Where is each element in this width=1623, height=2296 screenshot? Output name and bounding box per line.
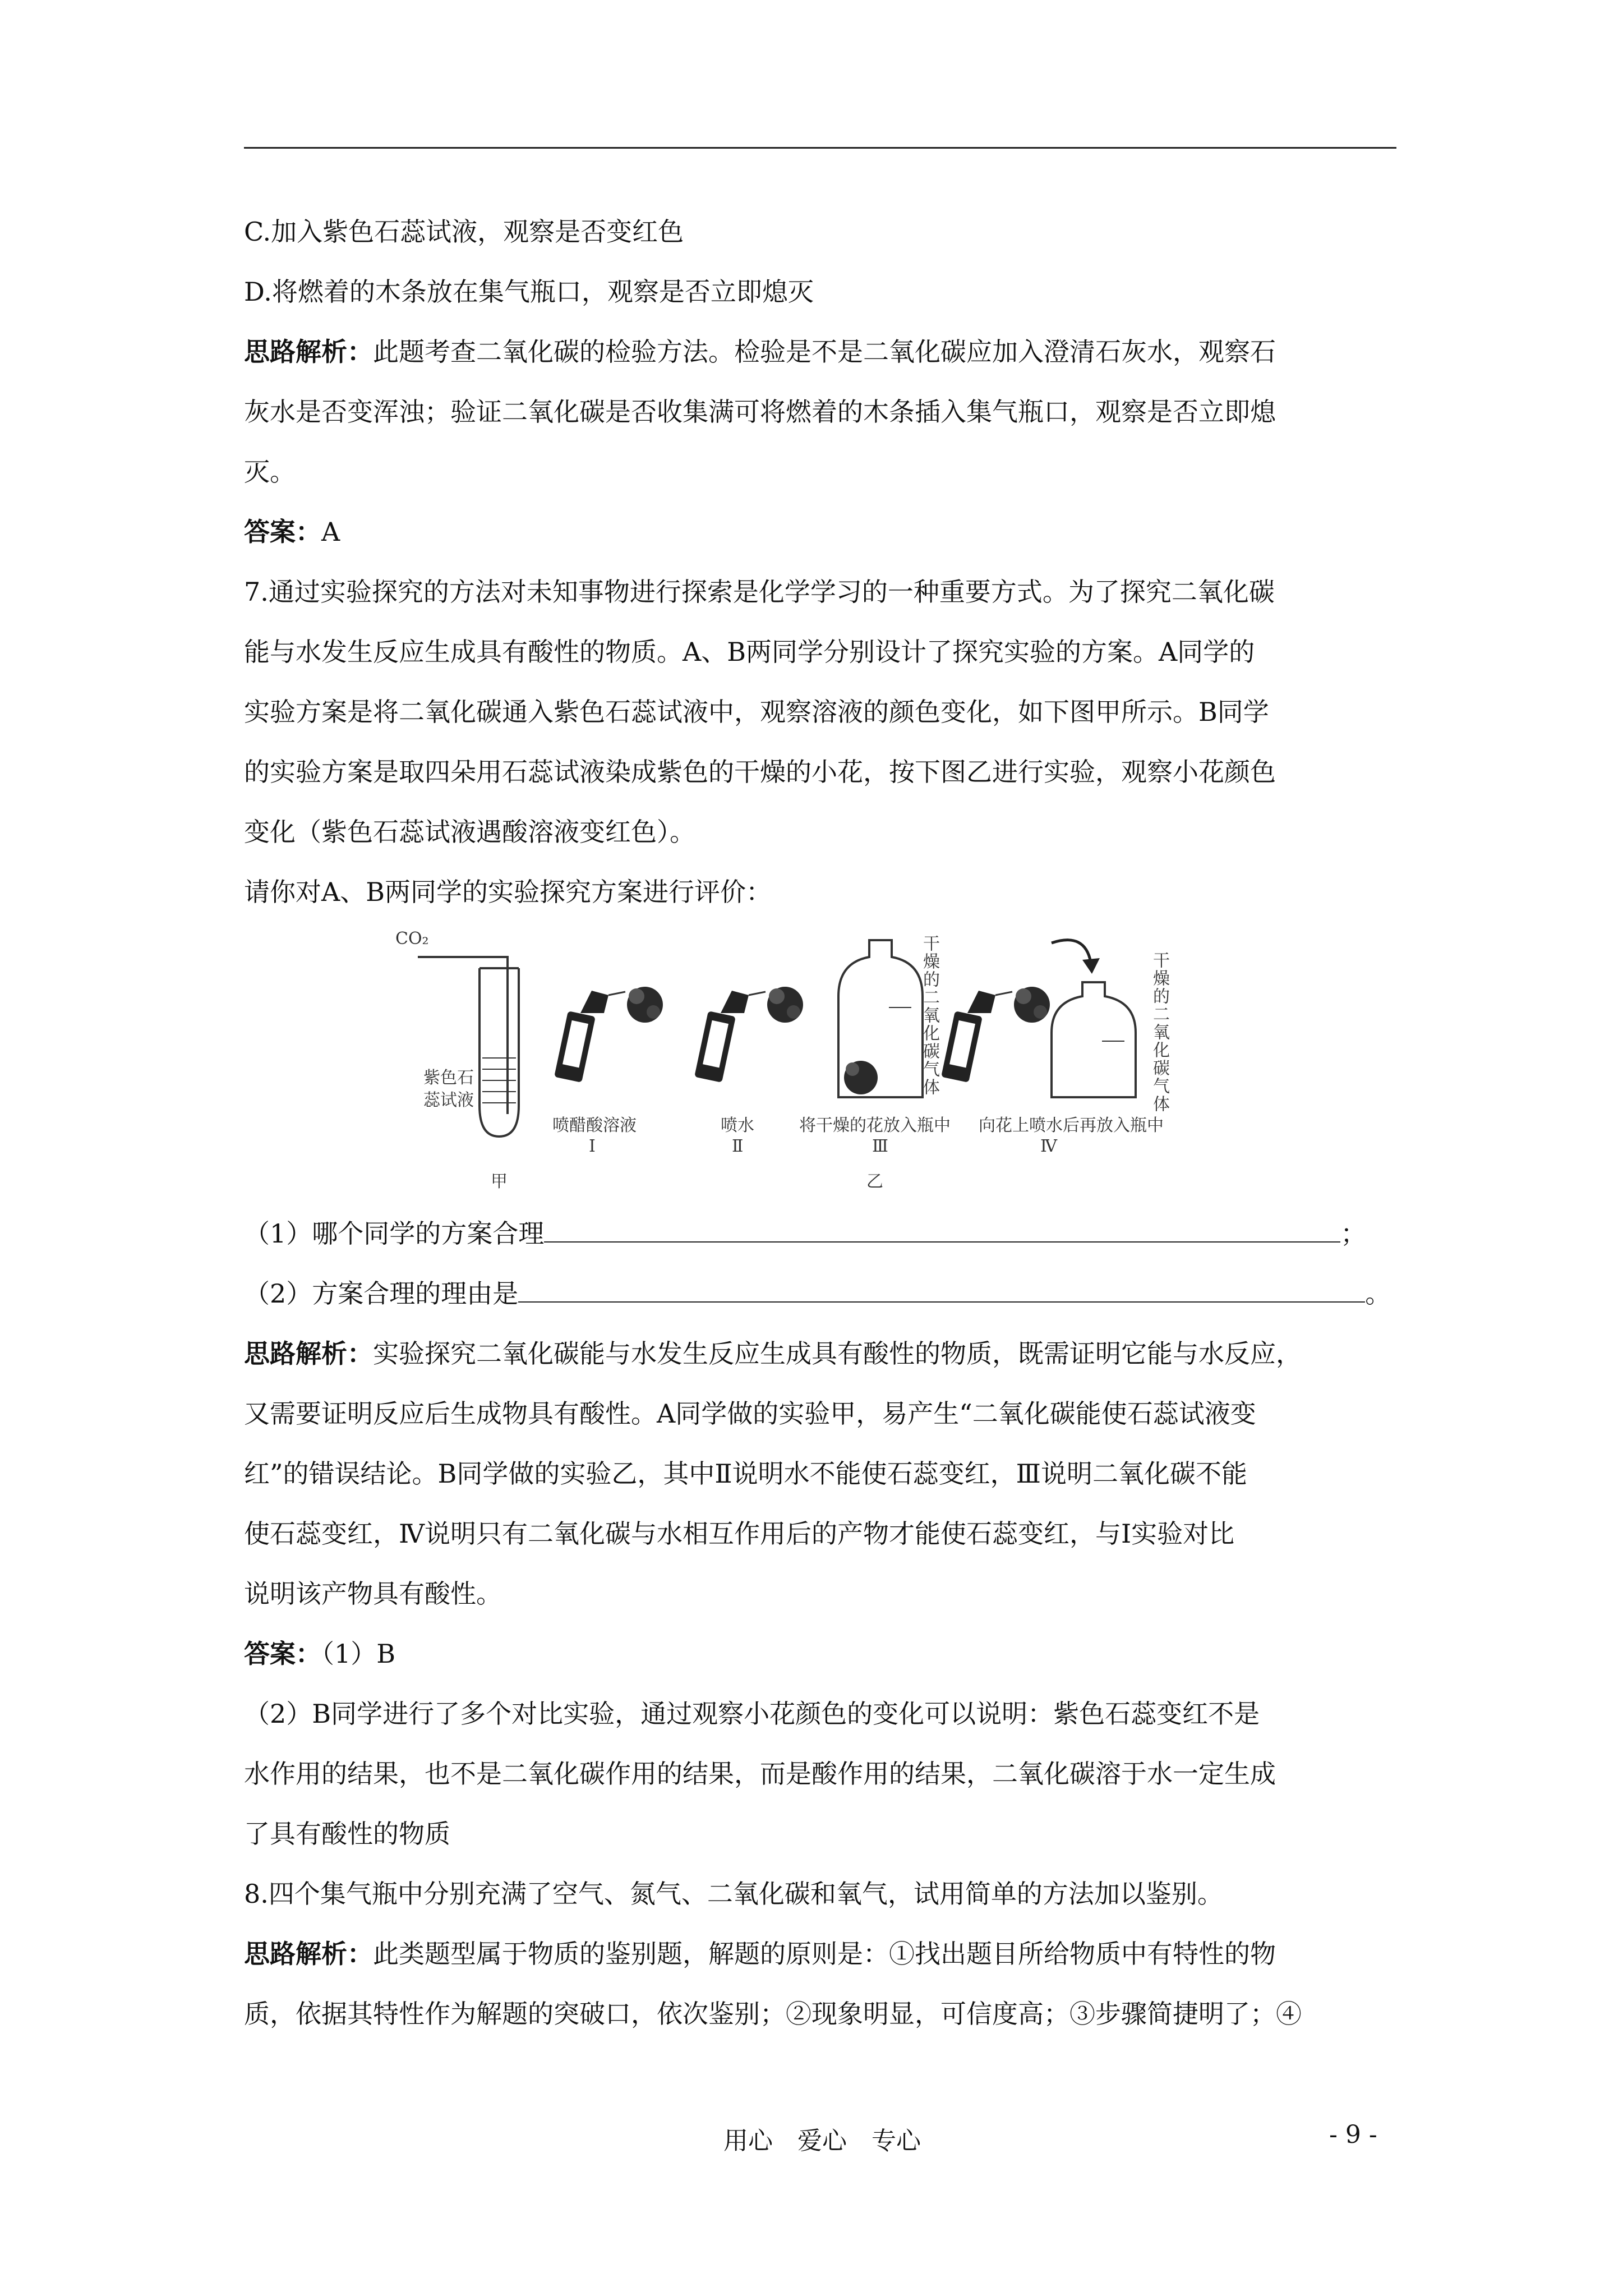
q7-stem-line-6: 请你对A、B两同学的实验探究方案进行评价：	[244, 877, 772, 907]
q7-analysis-line-3: 红”的错误结论。B同学做的实验乙，其中Ⅱ说明水不能使石蕊变红，Ⅲ说明二氧化碳不能	[244, 1458, 1247, 1489]
q7-stem-line-3: 实验方案是将二氧化碳通入紫色石蕊试液中，观察溶液的颜色变化，如下图甲所示。B同学	[244, 697, 1269, 727]
q7-answer-label: 答案：	[244, 1639, 321, 1669]
q7-sub-question-2	[244, 1264, 1394, 1324]
q8-stem: 8.四个集气瓶中分别充满了空气、氮气、二氧化碳和氧气，试用简单的方法加以鉴别。	[244, 1879, 1223, 1909]
header-rule	[244, 147, 1396, 149]
bottle-3-label: 干燥的二氧化碳气体	[920, 935, 939, 1096]
bottle-4-icon	[1052, 982, 1136, 1097]
q8-analysis-line-2: 质，依据其特性作为解题的突破口，依次鉴别；②现象明显，可信度高；③步骤简捷明了；④	[244, 1999, 1302, 2029]
q7-sub1-text: （1）哪个同学的方案合理	[244, 1218, 545, 1249]
q8-analysis-text-1: 此类题型属于物质的鉴别题，解题的原则是：①找出题目所给物质中有特性的物	[373, 1939, 1276, 1969]
q7-analysis-line-2: 又需要证明反应后生成物具有酸性。A同学做的实验甲，易产生“二氧化碳能使石蕊试液变	[244, 1398, 1256, 1429]
q7-stem-line-1: 7.通过实验探究的方法对未知事物进行探索是化学学习的一种重要方式。为了探究二氧化碳	[244, 577, 1275, 607]
co2-label: CO₂	[395, 929, 429, 949]
q8-analysis-label: 思路解析：	[244, 1939, 373, 1969]
q7-stem-line-2: 能与水发生反应生成具有酸性的物质。A、B两同学分别设计了探究实验的方案。A同学的	[244, 637, 1255, 667]
q6-analysis-text-1: 此题考查二氧化碳的检验方法。检验是不是二氧化碳应加入澄清石灰水，观察石	[373, 337, 1276, 367]
flower-1-icon	[627, 987, 663, 1023]
q7-sub1-end: ；	[1340, 1218, 1367, 1249]
q6-analysis-line-3: 灭。	[244, 457, 296, 487]
q6-answer	[244, 502, 1394, 562]
page-footer	[0, 2120, 1623, 2154]
q7-analysis-text-1: 实验探究二氧化碳能与水发生反应生成具有酸性的物质，既需证明它能与水反应，	[373, 1338, 1302, 1369]
sprayer-4-icon	[941, 991, 1012, 1083]
q7-answer-line-1	[244, 1624, 1394, 1684]
bottle-4-label: 干燥的二氧化碳气体	[1150, 951, 1169, 1113]
roman-4: Ⅳ	[1040, 1137, 1057, 1156]
experiment-figure	[395, 929, 1192, 1193]
sprayer-2-icon	[694, 991, 766, 1083]
roman-1: Ⅰ	[589, 1137, 596, 1156]
q8-analysis-line-1	[244, 1924, 1394, 1984]
q6-analysis-line-2: 灰水是否变浑浊；验证二氧化碳是否收集满可将燃着的木条插入集气瓶口，观察是否立即熄	[244, 397, 1276, 427]
q7-sub-question-1	[244, 1204, 1394, 1264]
step-4-label: 向花上喷水后再放入瓶中	[979, 1116, 1164, 1135]
option-d: D.将燃着的木条放在集气瓶口，观察是否立即熄灭	[244, 277, 814, 307]
q7-answer-2-line-2: 水作用的结果，也不是二氧化碳作用的结果，而是酸作用的结果，二氧化碳溶于水一定生成	[244, 1759, 1276, 1789]
q6-analysis-line-1	[244, 322, 1394, 382]
q7-sub2-text: （2）方案合理的理由是	[244, 1278, 519, 1309]
figure-jia-label: 甲	[491, 1172, 508, 1191]
tube-label-line-2: 蕊试液	[423, 1091, 474, 1110]
down-arrow-icon	[1052, 940, 1100, 974]
flower-2-icon	[767, 987, 803, 1023]
option-c: C.加入紫色石蕊试液，观察是否变红色	[244, 217, 684, 247]
page-content	[244, 202, 1394, 2044]
footer-motto: 用心 爱心 专心	[723, 2127, 921, 2155]
figure-yi-label: 乙	[866, 1172, 883, 1191]
step-3-label: 将干燥的花放入瓶中	[799, 1116, 951, 1135]
q7-analysis-label: 思路解析：	[244, 1338, 373, 1369]
q7-answer-2-line-3: 了具有酸性的物质	[244, 1819, 450, 1849]
experiment-drawing	[395, 929, 1192, 1193]
q7-sub1-answer-blank[interactable]	[544, 1219, 1340, 1243]
q7-stem-line-5: 变化（紫色石蕊试液遇酸溶液变红色）。	[244, 817, 695, 847]
q7-sub2-answer-blank[interactable]	[518, 1279, 1365, 1303]
q7-answer-2-line-1: （2）B同学进行了多个对比实验，通过观察小花颜色的变化可以说明：紫色石蕊变红不是	[244, 1699, 1260, 1729]
tube-label-line-1: 紫色石	[423, 1068, 474, 1088]
q7-stem-line-4: 的实验方案是取四朵用石蕊试液染成紫色的干燥的小花，按下图乙进行实验，观察小花颜色	[244, 757, 1276, 787]
q7-analysis-line-4: 使石蕊变红，Ⅳ说明只有二氧化碳与水相互作用后的产物才能使石蕊变红，与Ⅰ实验对比	[244, 1519, 1235, 1549]
roman-3: Ⅲ	[872, 1137, 888, 1156]
step-1-label: 喷醋酸溶液	[552, 1116, 637, 1135]
q7-analysis-line-5: 说明该产物具有酸性。	[244, 1579, 502, 1609]
sprayer-1-icon	[554, 991, 625, 1083]
flower-4-icon	[1014, 987, 1050, 1023]
page-number: - 9 -	[1329, 2120, 1377, 2149]
q7-analysis-line-1	[244, 1324, 1394, 1384]
step-2-label: 喷水	[721, 1116, 754, 1135]
q6-analysis-label: 思路解析：	[244, 337, 373, 367]
q7-answer-1: （1）B	[321, 1639, 396, 1669]
roman-2: Ⅱ	[732, 1137, 744, 1156]
q6-answer-label: 答案：	[244, 517, 321, 547]
q6-answer-value: A	[321, 517, 340, 547]
q7-sub2-end: 。	[1365, 1278, 1391, 1309]
flower-3-icon	[844, 1061, 878, 1094]
